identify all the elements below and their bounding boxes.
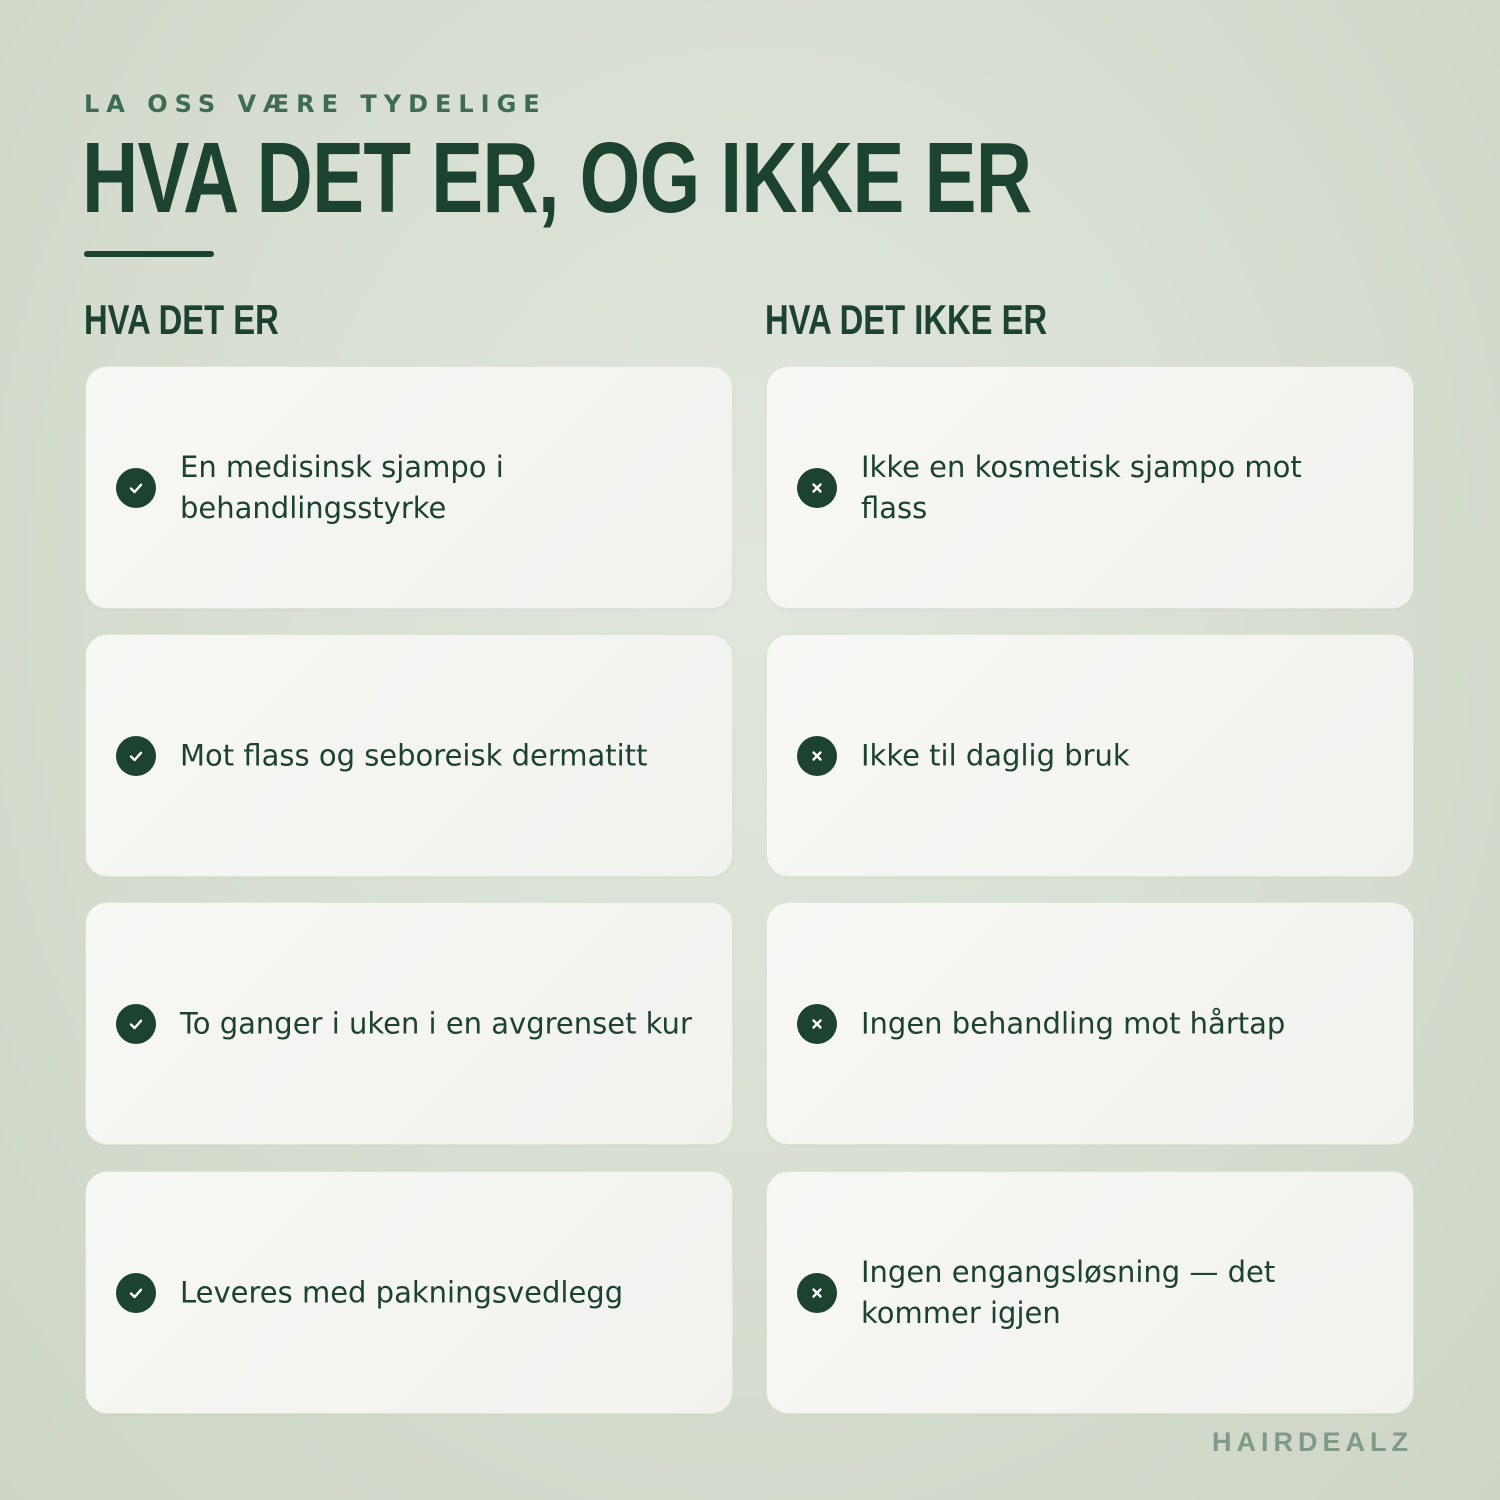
check-icon <box>116 1004 156 1044</box>
card-is-not-2 <box>766 634 1414 877</box>
card-text: Ikke en kosmetisk sjampo mot flass <box>861 449 1302 525</box>
column-heading-is: HVA DET ER <box>84 296 279 343</box>
cross-icon <box>797 468 837 508</box>
card-text: En medisinsk sjampo i behandlingsstyrke <box>180 449 504 525</box>
card-text: To ganger i uken i en avgrenset kur <box>180 1006 692 1040</box>
card-text: Ingen engangsløsning — det kommer igjen <box>861 1254 1276 1330</box>
brand-logo-text: HAIRDEALZ <box>1212 1427 1413 1457</box>
check-icon <box>116 468 156 508</box>
card-is-3 <box>85 902 733 1145</box>
title-underline <box>84 251 214 257</box>
card-text: Mot flass og seboreisk dermatitt <box>180 738 648 772</box>
card-is-1 <box>85 366 733 609</box>
cross-icon <box>797 1273 837 1313</box>
card-is-not-3 <box>766 902 1414 1145</box>
cross-icon <box>797 1004 837 1044</box>
page-title: HVA DET ER, OG IKKE ER <box>82 122 1032 234</box>
card-is-not-1 <box>766 366 1414 609</box>
card-is-2 <box>85 634 733 877</box>
cross-icon <box>797 736 837 776</box>
column-heading-is-not: HVA DET IKKE ER <box>765 296 1048 343</box>
check-icon <box>116 1273 156 1313</box>
card-is-4 <box>85 1171 733 1414</box>
card-text: Ikke til daglig bruk <box>861 738 1130 772</box>
eyebrow-label: LA OSS VÆRE TYDELIGE <box>84 90 547 118</box>
check-icon <box>116 736 156 776</box>
card-text: Leveres med pakningsvedlegg <box>180 1275 624 1309</box>
card-text: Ingen behandling mot hårtap <box>861 1006 1286 1040</box>
card-is-not-4 <box>766 1171 1414 1414</box>
